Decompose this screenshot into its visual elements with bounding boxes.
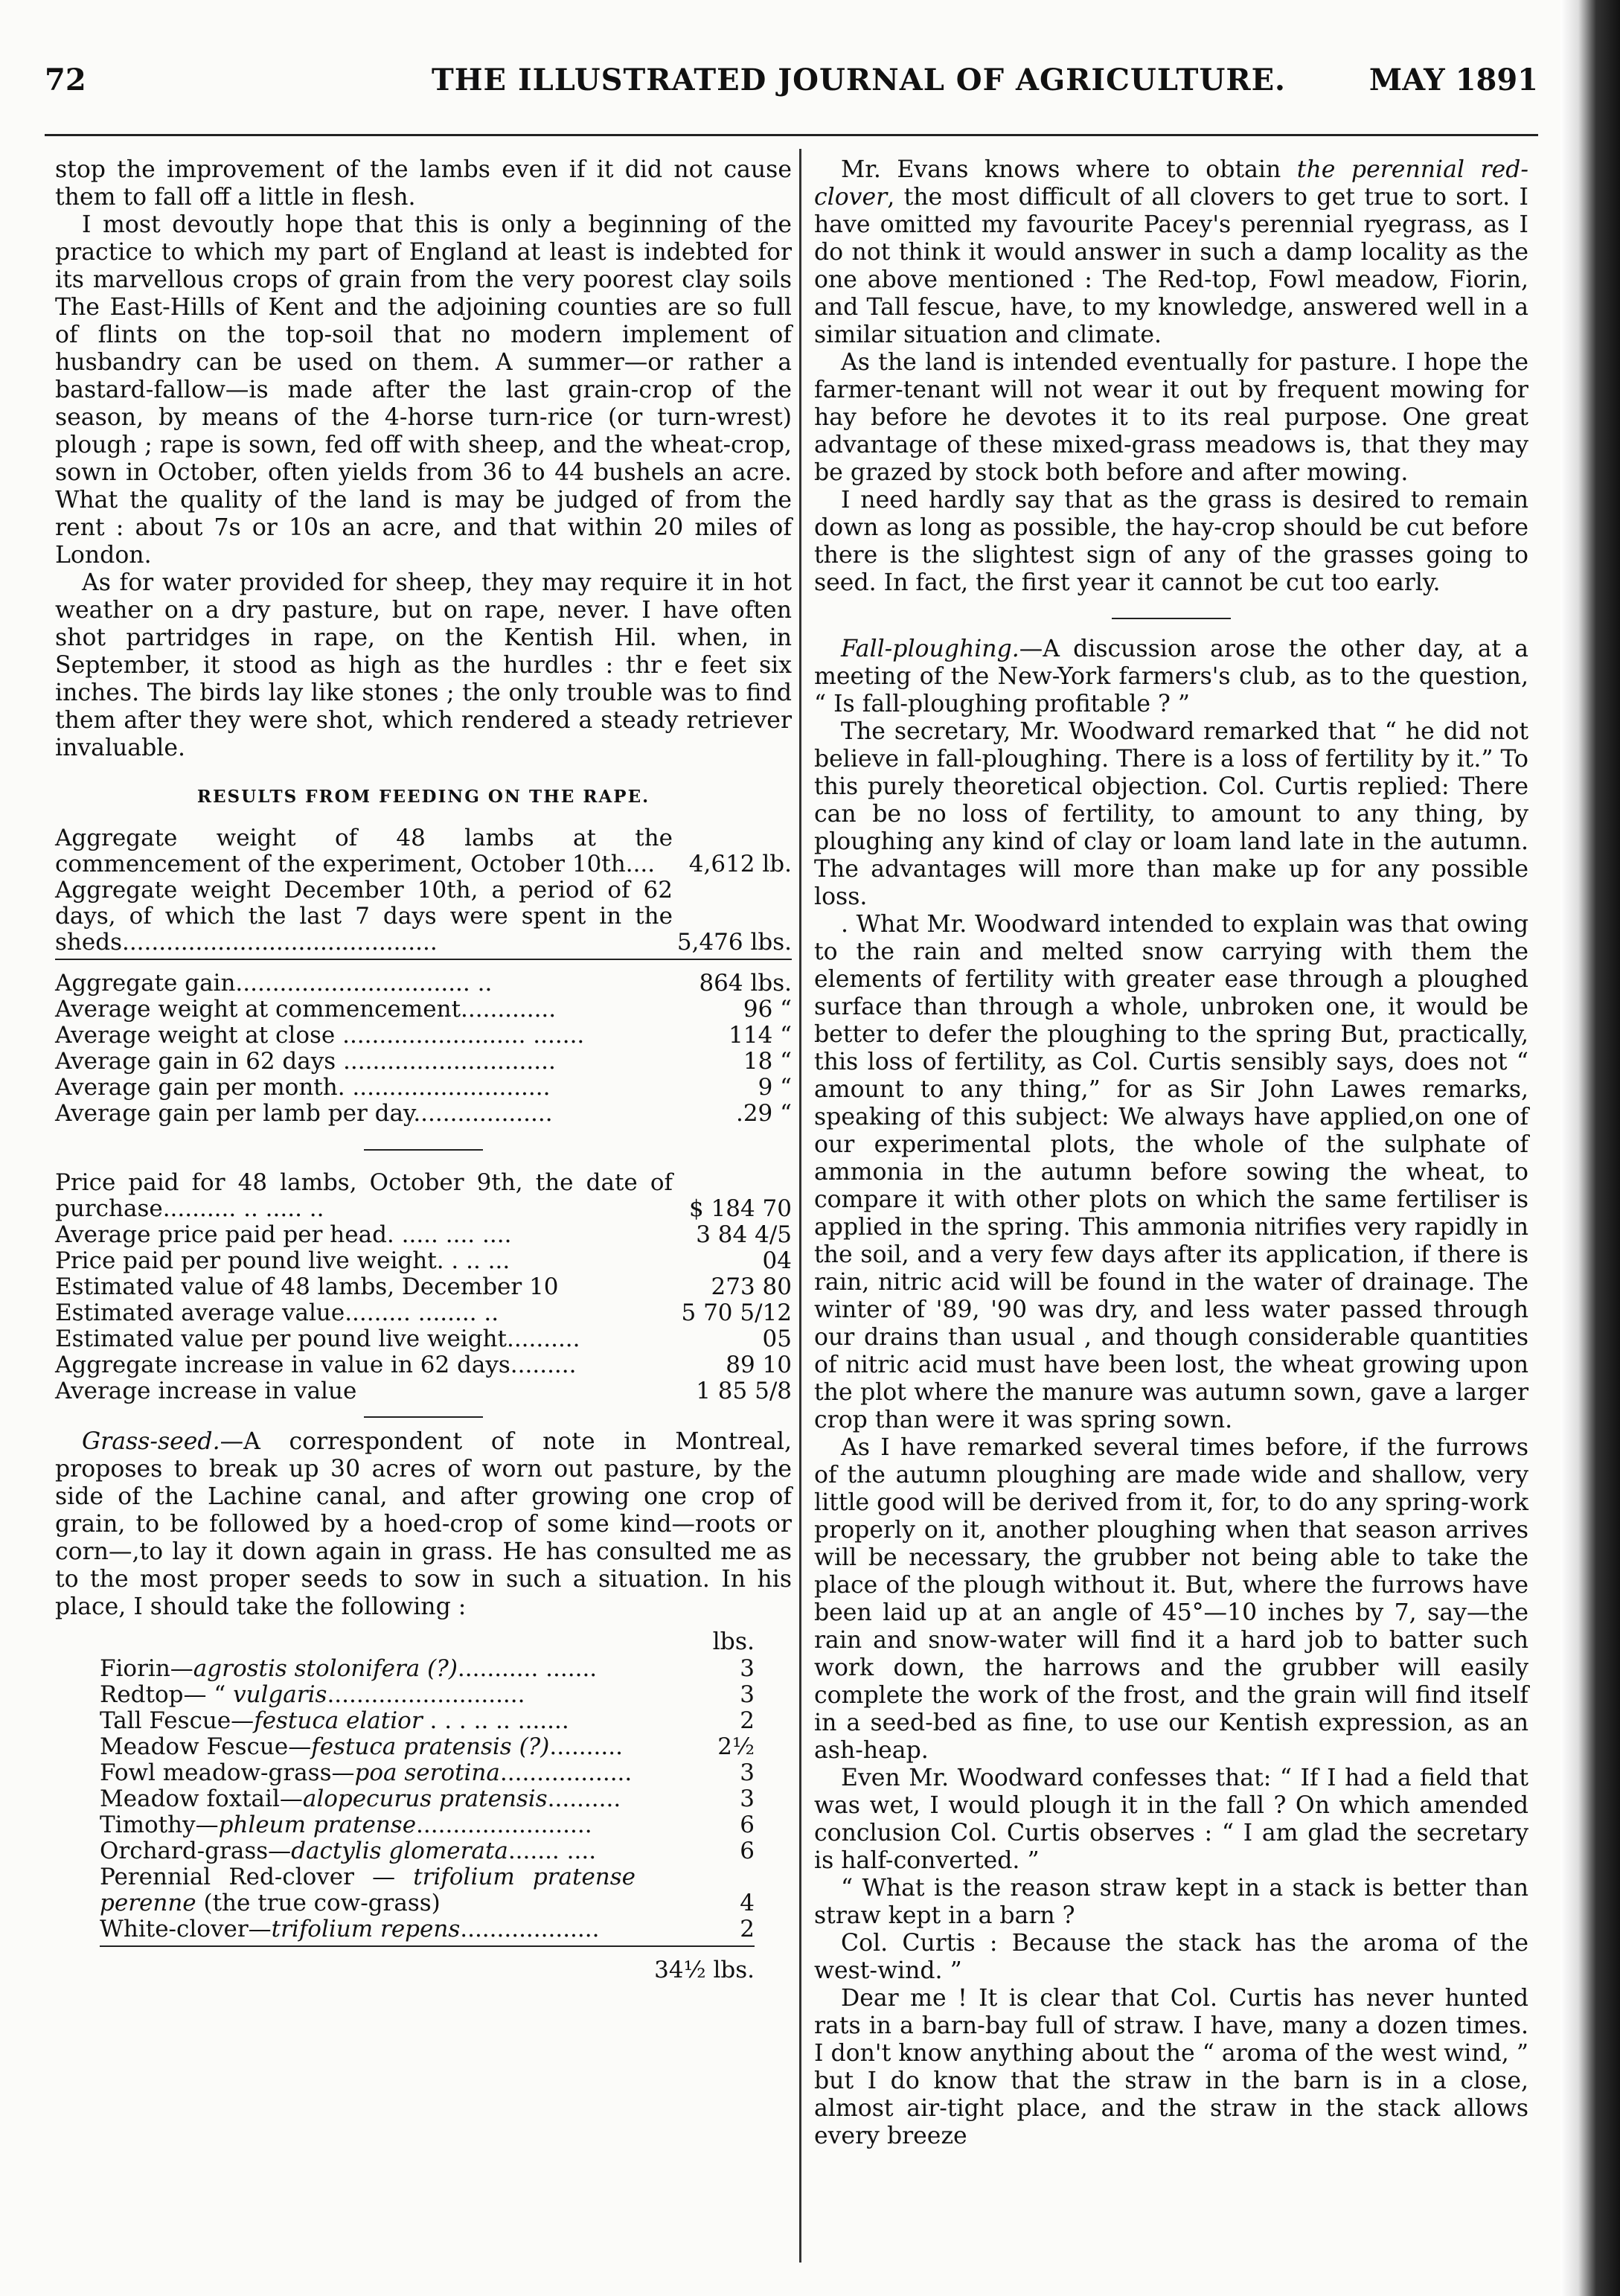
row-label: Average price paid per head. ..... .... ....	[55, 1221, 512, 1248]
grass-dots: ...........................	[327, 1681, 525, 1708]
table-row	[55, 1274, 792, 1300]
row-value: 89 10	[726, 1352, 792, 1378]
table-row	[55, 959, 792, 997]
table-row	[100, 1786, 755, 1812]
paragraph-text: —A correspondent of note in Montreal, proposes to break up 30 acres of worn out pasture, by the side of the Lachine canal, and after growing one crop of grain, to be followed by a hoed-crop of some kind—roots or corn—,to lay it down again in grass. He has consulted me as to the most proper seeds to sow in such a situation. In his place, I should take the following :	[55, 1428, 792, 1620]
row-value: $ 184 70	[688, 1195, 792, 1222]
section-lead: Fall-ploughing.	[841, 636, 1019, 662]
grass-latin: phleum pratense	[218, 1811, 417, 1838]
grass-common: Meadow Fescue—	[100, 1733, 312, 1760]
row-label: Price paid for 48 lambs, October 9th, the date of purchase.......... .. ..... ..	[55, 1169, 673, 1222]
header-rule	[45, 134, 1538, 136]
row-value: 04	[762, 1247, 792, 1274]
grass-latin: alopecurus pratensis	[302, 1785, 548, 1812]
right-column	[814, 156, 1528, 2150]
paragraph-text: Mr. Evans knows where to obtain	[841, 156, 1297, 183]
grass-value: 2½	[717, 1733, 755, 1760]
grass-latin: agrostis stolonifera (?)	[193, 1655, 458, 1682]
paragraph-text: , the most difficult of all clovers to get true to sort. I have omitted my favourite Pacey's perennial ryegrass, as I do not think it would answer in such a damp locality as the one above mentioned : The Red-top, Fowl meadow, Fiorin, and Tall fescue, have, to my knowledge, answered well in a similar situation and climate.	[814, 184, 1528, 348]
section-divider	[364, 1149, 483, 1151]
grass-dots: ....... ....	[508, 1838, 597, 1864]
results-table	[55, 825, 792, 1127]
table-row	[55, 825, 792, 877]
row-label: Estimated value per pound live weight..........	[55, 1326, 580, 1352]
grass-common: Redtop— “	[100, 1681, 234, 1708]
row-value: 4,612 lb.	[688, 851, 792, 877]
unit-label: lbs.	[712, 1628, 755, 1655]
grass-common: Fowl meadow-grass—	[100, 1759, 355, 1786]
page-header	[45, 63, 1538, 107]
row-value: 05	[762, 1326, 792, 1352]
row-value: 273 80	[711, 1273, 792, 1300]
table-row	[55, 1023, 792, 1049]
row-value: 9 “	[758, 1074, 792, 1101]
table-row	[55, 877, 792, 959]
grass-value: 6	[740, 1811, 755, 1838]
grass-dots: ........................	[416, 1811, 592, 1838]
table-row	[100, 1916, 755, 1946]
table-row	[55, 1352, 792, 1378]
grass-dots: ..........	[547, 1785, 621, 1812]
row-label: Aggregate weight of 48 lambs at the commencement of the experiment, October 10th....	[55, 825, 673, 877]
grass-latin: poa serotina	[354, 1759, 500, 1786]
grass-common: Meadow foxtail—	[100, 1785, 303, 1812]
row-label: Aggregate weight December 10th, a period of 62 days, of which the last 7 days were spent in the sheds...........................................	[55, 877, 673, 959]
table-row	[100, 1708, 755, 1734]
table-row	[100, 1838, 755, 1864]
paragraph: As the land is intended eventually for pasture. I hope the farmer-tenant will not wear it out by frequent mowing for hay before he devotes it to its real purpose. One great advantage of these mixed-grass meadows is, that they may be grazed by stock both before and after mowing.	[814, 349, 1528, 486]
grass-latin: festuca pratensis (?)	[311, 1733, 550, 1760]
row-value: 1 85 5/8	[696, 1378, 792, 1404]
grass-common: Orchard-grass—	[100, 1838, 292, 1864]
row-label: Average weight at close ......................... .......	[55, 1022, 585, 1049]
grass-common: Tall Fescue—	[100, 1707, 254, 1734]
row-value: 864 lbs.	[699, 970, 792, 997]
table-row	[100, 1812, 755, 1838]
paragraph	[814, 636, 1528, 718]
grass-common: Timothy—	[100, 1811, 219, 1838]
table-row	[55, 1326, 792, 1352]
table-row	[55, 997, 792, 1023]
row-value: 18 “	[743, 1048, 792, 1075]
paragraph: stop the improvement of the lambs even if it did not cause them to fall off a little in flesh.	[55, 156, 792, 211]
table-row	[55, 1075, 792, 1101]
grass-value: 2	[635, 1916, 755, 1946]
row-label: Average gain per lamb per day...................	[55, 1100, 553, 1127]
paragraph: I most devoutly hope that this is only a beginning of the practice to which my part of England at least is indebted for its marvellous crops of grain from the very poorest clay soils The East-Hills of Kent and the adjoining counties are so full of flints on the top-soil that no modern implement of husbandry can be used on them. A summer—or rather a bastard-fallow—is made after the last grain-crop of the season, by means of the 4-horse turn-rice (or turn-wrest) plough ; rape is sown, fed off with sheep, and the wheat-crop, sown in October, often yields from 36 to 44 bushels an acre. What the quality of the land is may be judged of from the rent : about 7s or 10s an acre, and that within 20 miles of London.	[55, 211, 792, 569]
row-label: Estimated value of 48 lambs, December 10	[55, 1273, 559, 1300]
grass-value: 6	[740, 1838, 755, 1864]
journal-title: THE ILLUSTRATED JOURNAL OF AGRICULTURE.	[432, 63, 1286, 97]
table-row	[55, 1170, 792, 1222]
paragraph: As for water provided for sheep, they may require it in hot weather on a dry pasture, but on rape, never. I have often shot partridges in rape, on the Kentish Hil. when, in September, it stood as high as the hurdles : thr e feet six inches. The birds lay like stones ; the only trouble was to find them after they were shot, which rendered a steady retriever invaluable.	[55, 569, 792, 761]
table-row	[55, 1248, 792, 1274]
grass-dots: ........... .......	[457, 1655, 598, 1682]
section-divider	[364, 1416, 483, 1418]
section-lead: Grass-seed.	[82, 1428, 220, 1455]
paragraph: “ What is the reason straw kept in a stack is better than straw kept in a barn ?	[814, 1875, 1528, 1929]
grass-latin: trifolium pratense perenne	[100, 1864, 636, 1916]
paragraph: Even Mr. Woodward confesses that: “ If I had a field that was wet, I would plough it in the fall ? On which amended conclusion Col. Curtis observes : “ I am glad the secretary is half-converted. ”	[814, 1765, 1528, 1874]
table-row	[55, 1300, 792, 1326]
grass-dots: ..................	[499, 1759, 633, 1786]
grass-value: 3	[740, 1681, 755, 1708]
prices-table	[55, 1170, 792, 1404]
grass-common: White-clover—	[100, 1916, 272, 1942]
emphasis: the perennial red-clover	[814, 156, 1528, 211]
grass-value: 3	[740, 1759, 755, 1786]
table-row	[100, 1734, 755, 1760]
table-row	[55, 1101, 792, 1127]
grass-value: 3	[740, 1655, 755, 1682]
scan-edge	[1560, 0, 1620, 2296]
row-value: 96 “	[743, 996, 792, 1023]
paragraph: I need hardly say that as the grass is desired to remain down as long as possible, the hay-crop should be cut before there is the slightest sign of any of the grasses going to seed. In fact, the first year it cannot be cut too early.	[814, 487, 1528, 596]
paragraph	[55, 1428, 792, 1621]
grass-latin: trifolium repens	[271, 1916, 461, 1942]
grass-dots: (the true cow-grass)	[196, 1890, 441, 1916]
row-value: 114 “	[729, 1022, 792, 1049]
paragraph	[814, 156, 1528, 349]
table-row	[100, 1864, 755, 1916]
grass-latin: vulgaris	[233, 1681, 327, 1708]
table-row	[55, 1222, 792, 1248]
row-value: 5 70 5/12	[681, 1299, 792, 1326]
row-label: Average gain in 62 days .............................	[55, 1048, 556, 1075]
paragraph: As I have remarked several times before, if the furrows of the autumn ploughing are made wide and shallow, very little good will be derived from it, for, to do any spring-work properly on it, another ploughing when that season arrives will be necessary, the grubber not being able to take the place of the plough without it. But, where the furrows have been laid up at an angle of 45°—10 inches by 7, say—the rain and snow-water will find it a hard job to batter such work down, the harrows and the grubber will easily complete the work of the frost, and the grain will find itself in a seed-bed as fine, to use our Kentish expression, as an ash-heap.	[814, 1434, 1528, 1764]
grass-latin: dactylis glomerata	[291, 1838, 508, 1864]
section-divider	[1112, 618, 1231, 619]
row-label: Average weight at commencement.............	[55, 996, 557, 1023]
paragraph: Dear me ! It is clear that Col. Curtis has never hunted rats in a barn-bay full of straw. I have, many a dozen times. I don't know anything about the “ aroma of the west wind, ” but I do know that the straw in the barn is in a close, almost air-tight place, and the straw in the stack allows every breeze	[814, 1985, 1528, 2149]
table-row	[100, 1760, 755, 1786]
grass-dots: . . . .. .. .......	[422, 1707, 569, 1734]
paragraph: Col. Curtis : Because the stack has the aroma of the west-wind. ”	[814, 1930, 1528, 1984]
row-label: Aggregate increase in value in 62 days.........	[55, 1352, 577, 1378]
table-row	[100, 1682, 755, 1708]
grass-value: 4	[740, 1890, 755, 1916]
table-row	[55, 1378, 792, 1404]
grass-value: 2	[740, 1707, 755, 1734]
page-number: 72	[45, 63, 86, 97]
table-row	[55, 1049, 792, 1075]
paragraph: The secretary, Mr. Woodward remarked that “ he did not believe in fall-ploughing. There is a loss of fertility by it.” To this purely theoretical objection. Col. Curtis replied: There can be no loss of fertility, to amount to any thing, by ploughing any kind of clay or loam land late in the autumn. The advantages will more than make up for any possible loss.	[814, 718, 1528, 910]
row-value: 3 84 4/5	[696, 1221, 792, 1248]
row-value: 5,476 lbs.	[673, 877, 792, 959]
grass-dots: ...................	[460, 1916, 600, 1942]
issue-date: MAY 1891	[1368, 63, 1538, 97]
table-row	[100, 1946, 755, 1983]
grass-dots: ..........	[549, 1733, 623, 1760]
grass-total: 34½ lbs.	[654, 1957, 755, 1983]
paragraph: . What Mr. Woodward intended to explain was that owing to the rain and melted snow carrying with them the elements of fertility with greater ease through a ploughed surface than through a whole, unbroken one, it would be better to defer the ploughing to the spring But, practically, this loss of fertility, as Col. Curtis sensibly says, does not “ amount to any thing,” for as Sir John Lawes remarks, speaking of this subject: We always have applied,on one of our experimental plots, the whole of the sulphate of ammonia in the autumn before sowing the wheat, to compare it with other plots on which the same fertiliser is applied in the spring. This ammonia nitrifies very rapidly in the soil, and a very few days after its application, if there is rain, nitric acid will be found in the water of drainage. The winter of '89, '90 was dry, and less water passed through our drains than usual , and though considerable quantities of nitric acid must have been lost, the wheat growing upon the plot where the manure was autumn sown, gave a larger crop than were it was spring sown.	[814, 911, 1528, 1433]
grass-common: Perennial Red-clover —	[100, 1864, 414, 1890]
row-label: Average gain per month. ...........................	[55, 1074, 551, 1101]
column-rule	[799, 149, 801, 2263]
grass-value: 3	[740, 1785, 755, 1812]
row-label: Aggregate gain................................ ..	[55, 970, 493, 997]
paragraph-text: —A discussion arose the other day, at a meeting of the New-York farmers's club, as to the question, “ Is fall-ploughing profitable ? ”	[814, 636, 1528, 717]
grass-common: Fiorin—	[100, 1655, 193, 1682]
row-value: .29 “	[735, 1100, 792, 1127]
left-column	[55, 156, 792, 1983]
results-heading: RESULTS FROM FEEDING ON THE RAPE.	[196, 787, 650, 807]
row-label: Price paid per pound live weight. . .. ...	[55, 1247, 510, 1274]
row-label: Estimated average value......... ........ ..	[55, 1299, 499, 1326]
row-label: Average increase in value	[55, 1378, 357, 1404]
grass-table	[100, 1656, 755, 1983]
grass-latin: festuca elatior	[254, 1707, 423, 1734]
table-row	[100, 1656, 755, 1682]
